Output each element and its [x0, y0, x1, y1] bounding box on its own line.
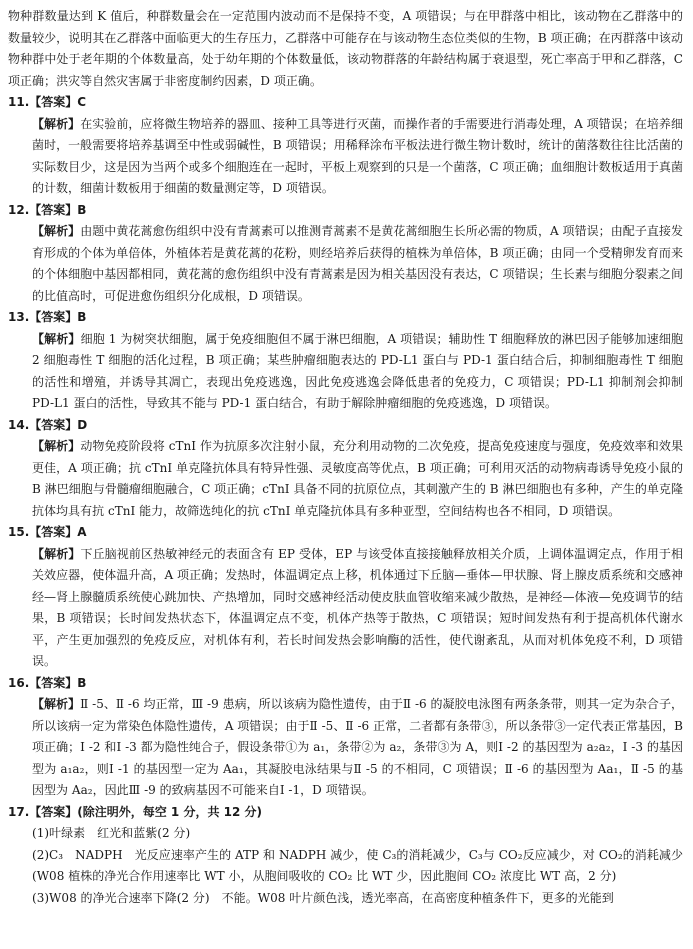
item-12-analysis-label: 【解析】 — [32, 224, 81, 238]
item-16-answer-text: 【答案】B — [29, 675, 87, 690]
item-13-answer-text: 【答案】B — [29, 310, 87, 324]
item-13-number: 13. — [8, 310, 30, 324]
item-14-answer-text: 【答案】D — [29, 417, 88, 432]
item-15-analysis-label: 【解析】 — [32, 546, 81, 561]
item-14-analysis-label: 【解析】 — [32, 439, 81, 453]
item-16-analysis — [8, 694, 683, 802]
item-15-number: 15. — [8, 525, 30, 539]
item-14-analysis-text: 动物免疫阶段将 cTnI 作为抗原多次注射小鼠，充分利用动物的二次免疫，提高免疫速度与强度，免疫效率和效果更佳，A 项正确；抗 cTnI 单克隆抗体具有特异性强、灵敏度高等优点，B 项正确；可利用灭活的动物病毒诱导免疫小鼠的 B 淋巴细胞与骨髓瘤细胞融合，C 项正确；cTnI 具备不同的抗原位点，其刺激产生的 B 淋巴细胞也有多种，产生的单克隆抗体均具有抗 cTnI 能力，故筛选纯化的抗 cTnI 单克隆抗体具有多种亚型，空间结构也各不相同，D 项错误。 — [32, 439, 683, 518]
item-13-analysis-text: 细胞 1 为树突状细胞，属于免疫细胞但不属于淋巴细胞，A 项错误；辅助性 T 细胞释放的淋巴因子能够加速细胞 2 细胞毒性 T 细胞的活化过程，B 项正确；某些肿瘤细胞表达的 PD-L1 蛋白与 PD-1 蛋白结合后，抑制细胞毒性 T 细胞的活性和增殖，并诱导其凋亡，表现出免疫逃逸，因此免疫逃逸会降低患者的免疫力，C 项错误；PD-L1 抑制剂会抑制 PD-L1 蛋白的活性，导致其不能与 PD-1 蛋白结合，有助于解除肿瘤细胞的免疫逃逸，D 项错误。 — [32, 331, 683, 410]
item-13 — [8, 307, 683, 415]
item-17 — [8, 802, 683, 910]
item-16-analysis-label: 【解析】 — [32, 697, 81, 711]
item-12-answer — [8, 200, 683, 222]
item-12-analysis-text: 由题中黄花蒿愈伤组织中没有青蒿素可以推测青蒿素不是黄花蒿细胞生长所必需的物质，A 项错误；由配子直接发育形成的个体为单倍体，外植体若是黄花蒿的花粉，则经培养后获得的植株为单倍体，B 项正确；由同一个受精卵发育而来的个体细胞中基因都相同，黄花蒿的愈伤组织中没有青蒿素是因为相关基因没有表达，C 项错误；生长素与细胞分裂素之间的比值高时，可促进愈伤组织分化成根，D 项错误。 — [32, 224, 683, 303]
item-17-answer — [8, 802, 683, 824]
item-11-number: 11. — [8, 95, 30, 109]
item-11-answer — [8, 92, 683, 114]
item-16 — [8, 673, 683, 802]
item-16-answer — [8, 673, 683, 695]
item-12-answer-text: 【答案】B — [29, 202, 87, 217]
item-12-analysis — [8, 221, 683, 307]
item-11-analysis-text: 在实验前，应将微生物培养的器皿、接种工具等进行灭菌，而操作者的手需要进行消毒处理，A 项错误；在培养细菌时，一般需要将培养基调至中性或弱碱性，B 项错误；用稀释涂布平板法进行微生物计数时，统计的菌落数往往比活菌的实际数目少，这是因为当两个或多个细胞连在一起时，平板上观察到的只是一个菌落，C 项正确；血细胞计数板适用于真菌的计数，细菌计数板用于细菌的数量测定等，D 项错误。 — [32, 116, 683, 195]
item-16-analysis-text: Ⅱ -5、Ⅱ -6 均正常，Ⅲ -9 患病，所以该病为隐性遗传，由于Ⅱ -6 的凝胶电泳图有两条条带，则其一定为杂合子，所以该病一定为常染色体隐性遗传，A 项错误；由于Ⅱ -5、Ⅱ -6 正常，二者都有条带③，所以条带③一定代表正常基因，B 项正确；Ⅰ -2 和Ⅰ -3 都为隐性纯合子，假设条带①为 a₁，条带②为 a₂，条带③为 A，则Ⅰ -2 的基因型为 a₂a₂，Ⅰ -3 的基因型为 a₁a₂，则Ⅰ -1 的基因型一定为 Aa₁，其凝胶电泳结果与Ⅱ -5 的不相同，C 项错误；Ⅱ -6 的基因型为 Aa₁，Ⅱ -5 的基因型为 Aa₂，因此Ⅲ -9 的致病基因不可能来自Ⅰ -1，D 项错误。 — [32, 697, 684, 797]
item-15-answer — [8, 522, 683, 544]
intro-paragraph: 物种群数量达到 K 值后，种群数量会在一定范围内波动而不是保持不变，A 项错误；与在甲群落中相比，该动物在乙群落中的数量较少，说明其在乙群落中面临更大的生存压力，乙群落中可能存在与该动物生态位类似的生物，B 项正确；在丙群落中该动物种群中处于老年期的个体数量高，处于幼年期的个体数量低，该动物群落的年龄结构属于衰退型，死亡率高于甲和乙群落，C 项正确；洪灾等自然灾害属于非密度制约因素，D 项正确。 — [8, 9, 683, 88]
item-14-answer — [8, 415, 683, 437]
item-12-number: 12. — [8, 202, 30, 217]
item-14 — [8, 415, 683, 523]
item-17-line-3: (3)W08 的净光合速率下降(2 分) 不能。W08 叶片颜色浅，透光率高，在高密度种植条件下，更多的光能到 — [32, 890, 614, 905]
item-15-answer-text: 【答案】A — [29, 525, 87, 539]
item-17-answer-text: 【答案】(除注明外，每空 1 分，共 12 分) — [29, 804, 262, 819]
item-16-number: 16. — [8, 675, 30, 690]
item-17-number: 17. — [8, 804, 30, 819]
item-14-analysis — [8, 436, 683, 522]
item-15-analysis — [8, 544, 683, 673]
item-14-number: 14. — [8, 417, 30, 432]
item-15 — [8, 522, 683, 673]
item-11 — [8, 92, 683, 200]
item-15-analysis-text: 下丘脑视前区热敏神经元的表面含有 EP 受体，EP 与该受体直接接触释放相关介质，上调体温调定点，作用于相关效应器，使体温升高，A 项正确；发热时，体温调定点上移，机体通过下丘脑—垂体—甲状腺、肾上腺皮质系统和交感神经—肾上腺髓质系统使心跳加快、产热增加，同时交感神经活动使皮肤血管收缩来减少散热，是神经—体液—免疫调节的结果，B 项错误；长时间发热状态下，体温调定点不变，机体产热等于散热，C 项错误；短时间发热有利于提高机体代谢水平，产生更加强烈的免疫反应，对机体有利，若长时间发热会影响酶的活性，使代谢紊乱，从而对机体免疫不利，D 项错误。 — [32, 546, 683, 668]
item-17-line-2: (2)C₃ NADPH 光反应速率产生的 ATP 和 NADPH 减少，使 C₃的消耗减少，C₃与 CO₂反应减少，对 CO₂的消耗减少(W08 植株的净光合作用速率比 WT 小，从胞间吸收的 CO₂ 比 WT 少，因此胞间 CO₂ 浓度比 WT 高，2 分) — [32, 847, 683, 883]
item-11-analysis-label: 【解析】 — [32, 116, 81, 131]
item-12 — [8, 200, 683, 308]
item-17-line-1: (1)叶绿素 红光和蓝紫(2 分) — [32, 826, 191, 840]
item-11-analysis — [8, 114, 683, 200]
item-13-analysis-label: 【解析】 — [32, 331, 81, 346]
item-13-analysis — [8, 329, 683, 415]
item-11-answer-text: 【答案】C — [29, 95, 87, 109]
item-13-answer — [8, 307, 683, 329]
